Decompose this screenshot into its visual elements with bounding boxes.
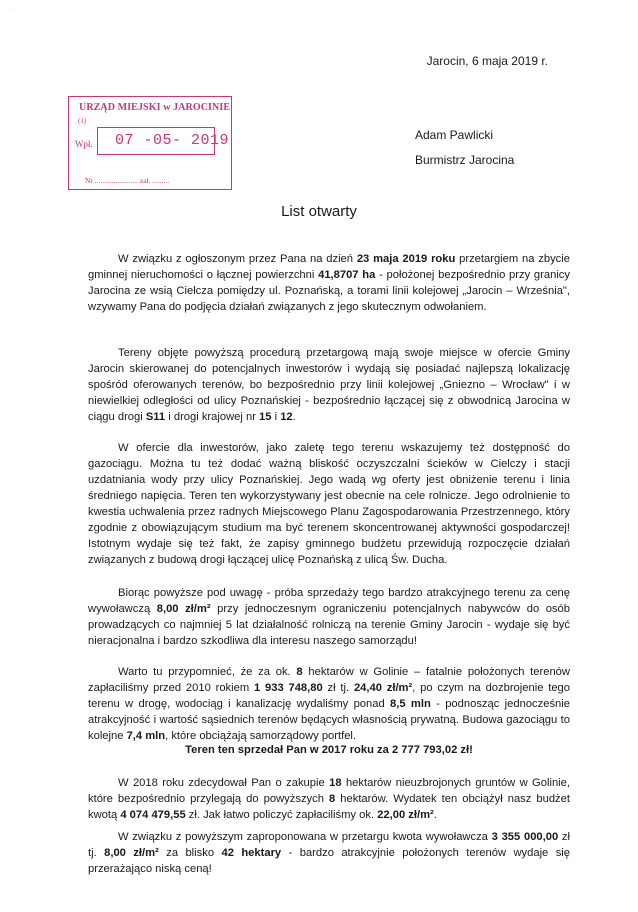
centered-statement: Teren ten sprzedał Pan w 2017 roku za 2 777 793,02 zł!: [185, 744, 473, 756]
text-bold: 8,00 zł/m²: [156, 603, 211, 615]
stamp-number-line: Nr ....................... zał. .........: [85, 176, 170, 185]
text-run: W związku z ogłoszonym przez Pana na dzień: [118, 253, 357, 265]
text-run: przetargiem na zbycie gminnej nieruchomości o łącznej powierzchni: [88, 253, 570, 281]
text-bold: 8: [296, 666, 303, 678]
paragraph-1: [88, 251, 570, 315]
registry-stamp: [68, 96, 232, 190]
text-bold: 3 355 000,00: [491, 831, 559, 843]
text-bold: 15: [259, 411, 272, 423]
addressee-role: Burmistrz Jarocina: [415, 153, 515, 167]
text-run: hektarów. Wydatek ten obciążył nasz budżet kwotą: [88, 793, 570, 821]
text-bold: 23 maja 2019 roku: [356, 253, 456, 265]
paragraph-3: [88, 440, 570, 568]
text-bold: 8,00 zł/m²: [104, 847, 159, 859]
text-bold: 8,5 mln: [390, 698, 431, 710]
text-run: - położonej bezpośrednio przy granicy Jarocina ze wsią Cielcza pomiędzy ul. Poznańską, a torami linii kolejowej „Jarocin – Września", wzywamy Pana do podjęcia działań związanych z jego skutecznym odwołaniem.: [88, 269, 570, 313]
text-bold: 8: [329, 793, 336, 805]
addressee: [415, 123, 514, 173]
stamp-date: 07 -05- 2019: [115, 132, 230, 149]
text-run: Warto tu przypomnieć, że za ok.: [118, 666, 297, 678]
text-bold: 24,40 zł/m²: [353, 682, 413, 694]
paragraph-5: [88, 664, 570, 744]
text-run: W związku z powyższym zaproponowana w przetargu kwota wywoławcza: [118, 831, 492, 843]
text-run: - bardzo atrakcyjnie położonych terenów wydaje się przerażająco niską ceną!: [88, 847, 570, 875]
text-bold: S11: [145, 411, 166, 423]
text-bold: 22,00 zł/m²: [377, 809, 434, 821]
paragraph-7: [88, 829, 570, 877]
paragraph-4: [88, 585, 570, 649]
text-bold: 4 074 479,55: [120, 809, 186, 821]
stamp-title: URZĄD MIEJSKI w JAROCINIE: [79, 102, 231, 113]
paragraph-2: [88, 345, 570, 425]
corner-mark: · ·: [8, 7, 15, 14]
text-bold: 1 933 748,80: [253, 682, 323, 694]
text-bold: 41,8707 ha: [318, 269, 376, 281]
stamp-wpl-label: Wpł.: [75, 139, 93, 149]
text-bold: 12: [280, 411, 293, 423]
text-run: .: [433, 809, 437, 821]
text-run: hektarów w Golinie – fatalnie położonych terenów zapłaciliśmy przed 2010 rokiem: [88, 666, 570, 694]
place-date: Jarocin, 6 maja 2019 r.: [426, 54, 548, 68]
text-bold: 42 hektary: [221, 847, 282, 859]
text-run: W ofercie dla inwestorów, jako zaletę tego terenu wskazujemy też dostępność do gazociągu. Można tu też dodać ważną bliskość oczyszczalni ścieków w Cielczy i stacji uzdatniania wody przy ulicy Poznańskiej. Jego wadą wg oferty jest obniżenie terenu i linia średniego napięcia. Teren ten wykorzystywany jest obecnie na cele rolnicze. Jego odrolnienie to kwestia uchwalenia przez radnych Miejscowego Planu Zagospodarowania Przestrzennego, który zgodnie z obowiązującym studium ma być terenem skoncentrowanej aktywności gospodarczej! Istotnym wydaje się też fakt, że zapisy gminnego budżetu przewidują rozpoczęcie działań związanych z budową drogi łączącej ulicę Poznańską z ulicą Św. Ducha.: [88, 442, 570, 566]
text-run: za blisko: [158, 847, 222, 859]
text-run: i: [271, 411, 281, 423]
addressee-name: Adam Pawlicki: [415, 128, 494, 142]
text-run: hektarów nieuzbrojonych gruntów w Golinie, które bezpośrednio przylegają do powyższych: [88, 777, 570, 805]
text-run: - podnosząc jednocześnie atrakcyjność i wartość sąsiednich terenów będących własnością prywatną. Budowa gazociągu to kolejne: [88, 698, 570, 742]
text-run: zł. Jak łatwo policzyć zapłaciliśmy ok.: [185, 809, 378, 821]
text-run: Biorąc powyższe pod uwagę - próba sprzedaży tego bardzo atrakcyjnego terenu za cenę wywoławczą: [88, 587, 570, 615]
text-run: i drogi krajowej nr: [165, 411, 260, 423]
paragraph-6: [88, 775, 570, 823]
stamp-sub: (1): [78, 117, 87, 125]
text-bold: 18: [329, 777, 342, 789]
text-run: , po czym na dozbrojenie tego terenu w drogę, wodociąg i kanalizację wydaliśmy ponad: [88, 682, 570, 710]
text-run: , które obciążają samorządowy portfel.: [165, 730, 357, 742]
text-run: W 2018 roku zdecydował Pan o zakupie: [118, 777, 330, 789]
text-run: Tereny objęte powyższą procedurą przetargową mają swoje miejsce w ofercie Gminy Jarocin skierowanej do potencjalnych inwestorów i wydają się posiadać najlepszą lokalizację spośród oferowanych terenów, bo bezpośrednio przy linii kolejowej „Gniezno – Wrocław" i w niewielkiej odległości od ulicy Poznańskiej - bezpośrednio łączącej się z obwodnicą Jarocina w ciągu drogi: [88, 347, 570, 423]
text-run: .: [292, 411, 296, 423]
text-run: przy jednoczesnym ograniczeniu potencjalnych nabywców do osób prowadzących co najmniej 5 lat działalność rolniczą na terenie Gminy Jarocin - wydaje się być nieracjonalna i bardzo szkodliwa dla interesu naszego samorządu!: [88, 603, 570, 647]
text-bold: 7,4 mln: [126, 730, 166, 742]
text-run: zł tj.: [322, 682, 354, 694]
text-run: zł tj.: [88, 831, 571, 859]
document-title: List otwarty: [281, 203, 357, 220]
